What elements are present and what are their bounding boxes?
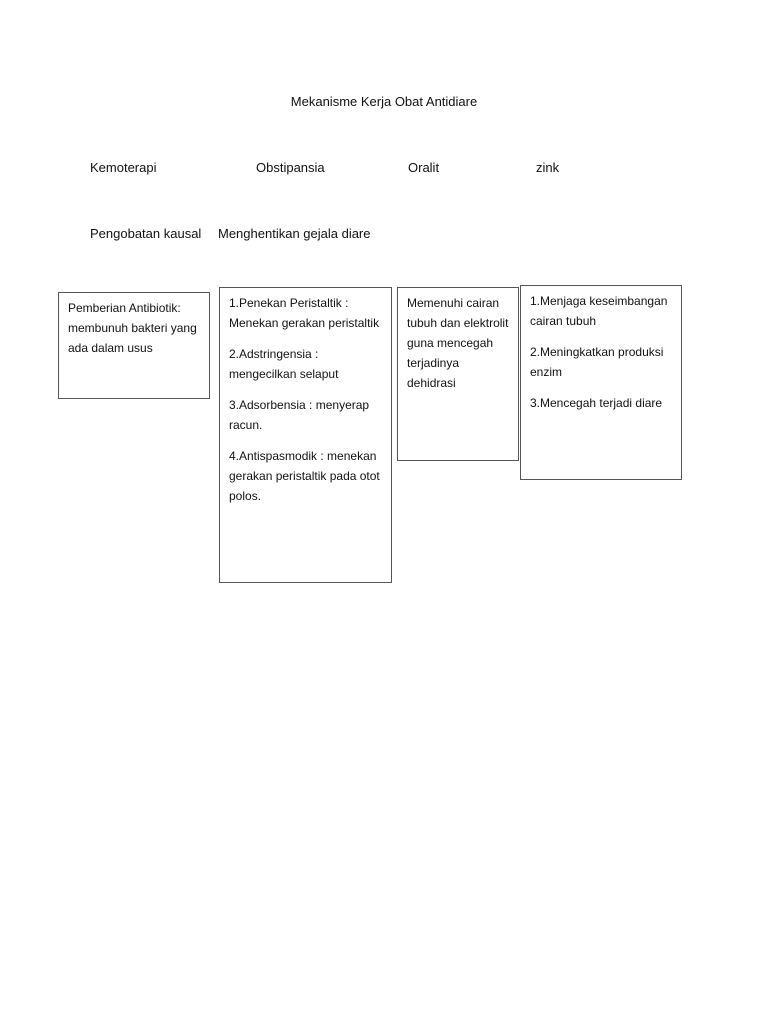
column-label-kemoterapi: Kemoterapi — [90, 160, 157, 175]
box-kemoterapi-text: Pemberian Antibiotik: membunuh bakteri yang ada dalam usus — [68, 301, 197, 355]
box-obstipansia-item-3: 3.Adsorbensia : menyerap racun. — [229, 398, 370, 432]
box-oralit-text: Memenuhi cairan tubuh dan elektrolit guna mencegah terjadinya dehidrasi — [407, 296, 509, 390]
column-label-obstipansia: Obstipansia — [256, 160, 325, 175]
box-obstipansia — [219, 287, 392, 583]
column-label-oralit: Oralit — [408, 160, 440, 175]
box-zink-item-2: 2.Meningkatkan produksi enzim — [530, 345, 664, 379]
effect-label-gejala: Menghentikan gejala diare — [218, 226, 371, 241]
box-oralit — [397, 287, 519, 461]
effect-label-kausal: Pengobatan kausal — [90, 226, 202, 241]
box-zink — [520, 285, 682, 480]
page-title: Mekanisme Kerja Obat Antidiare — [290, 94, 478, 109]
box-zink-item-1: 1.Menjaga keseimbangan cairan tubuh — [530, 294, 668, 328]
box-obstipansia-item-1: 1.Penekan Peristaltik : Menekan gerakan peristaltik — [229, 296, 380, 330]
box-obstipansia-item-2: 2.Adstringensia : mengecilkan selaput — [229, 347, 339, 381]
box-obstipansia-item-4: 4.Antispasmodik : menekan gerakan peristaltik pada otot polos. — [229, 449, 380, 503]
box-zink-item-3: 3.Mencegah terjadi diare — [530, 396, 663, 410]
column-label-zink: zink — [536, 160, 560, 175]
box-kemoterapi — [58, 292, 210, 399]
